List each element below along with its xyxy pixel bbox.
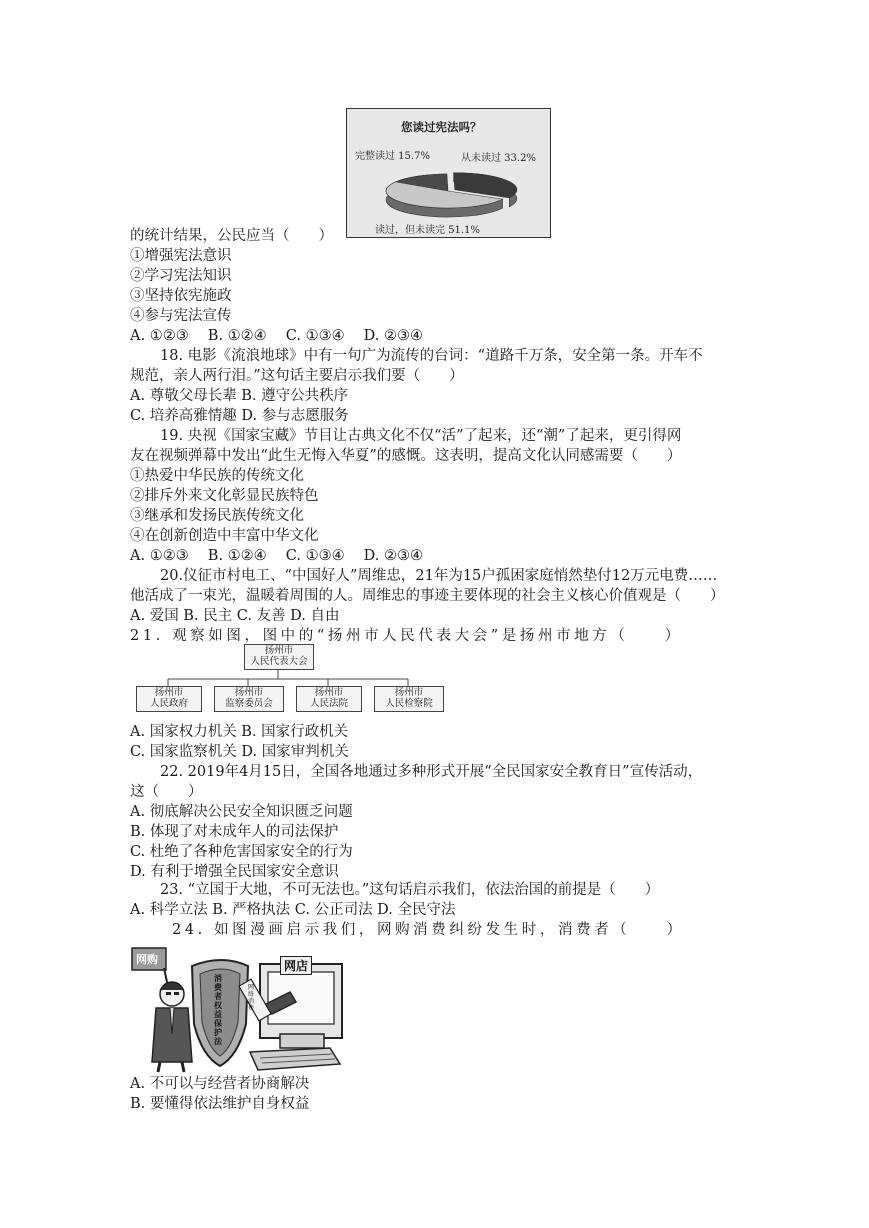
- q17-option-1: ①增强宪法意识: [130, 248, 232, 264]
- q17-answers: A. ①②③ B. ①②④ C. ①③④ D. ②③④: [130, 328, 424, 344]
- org-box-government-line-2: 人民政府: [149, 698, 188, 709]
- cartoon-paper-text: 网络消费: [248, 984, 255, 1012]
- q19-line-2: 友在视频弹幕中发出“此生无悔入华夏”的感慨。这表明，提高文化认同感需要（ ）: [130, 448, 682, 464]
- q19-line-1: 19. 央视《国家宝藏》节目让古典文化不仅“活”了起来，还“潮”了起来，更引得网: [160, 428, 682, 444]
- q20-line-1: 20.仪征市村电工、“中国好人”周维忠，21年为15户孤困家庭悄然垫付12万元电费……: [160, 568, 718, 584]
- q21-answers-ab: A. 国家权力机关 B. 国家行政机关: [130, 724, 349, 740]
- org-box-court: [296, 686, 362, 712]
- q23-line-1: 23. “立国于大地，不可无法也。”这句话启示我们，依法治国的前提是（ ）: [160, 882, 660, 898]
- q24-option-b: B. 要懂得依法维护自身权益: [130, 1096, 310, 1112]
- q22-line-1: 22. 2019年4月15日，全国各地通过多种形式开展“全民国家安全教育日”宣传活动，: [160, 764, 703, 780]
- pie-chart-figure: [346, 108, 551, 238]
- q20-line-2: 他活成了一束光，温暖着周围的人。周维忠的事迹主要体现的社会主义核心价值观是（ ）: [130, 588, 725, 604]
- consumer-rights-cartoon: [130, 944, 346, 1074]
- q22-option-b: B. 体现了对未成年人的司法保护: [130, 824, 339, 840]
- org-box-court-line-1: 扬州市: [314, 687, 344, 698]
- q19-option-2: ②排斥外来文化彰显民族特色: [130, 488, 319, 504]
- q22-option-c: C. 杜绝了各种危害国家安全的行为: [130, 844, 353, 860]
- q24-stem: 24. 如图漫画启示我们，网购消费纠纷发生时，消费者（ ）: [172, 922, 685, 938]
- q22-option-a: A. 彻底解决公民安全知识匮乏问题: [130, 804, 353, 820]
- cartoon-illustration: [130, 944, 346, 1074]
- q20-answers: A. 爱国 B. 民主 C. 友善 D. 自由: [130, 608, 340, 624]
- q18-line-2: 规范，亲人两行泪。”这句话主要启示我们要（ ）: [130, 368, 464, 384]
- pie-chart-title: 您读过宪法吗？: [401, 120, 482, 134]
- q19-answers: A. ①②③ B. ①②④ C. ①③④ D. ②③④: [130, 548, 424, 564]
- org-box-congress: [244, 644, 314, 670]
- q21-answers-cd: C. 国家监察机关 D. 国家审判机关: [130, 744, 349, 760]
- org-box-court-line-2: 人民法院: [309, 698, 348, 709]
- q17-option-4: ④参与宪法宣传: [130, 308, 232, 324]
- q21-stem: 21. 观察如图，图中的“扬州市人民代表大会”是扬州市地方（ ）: [130, 628, 683, 644]
- org-box-congress-line-1: 扬州市: [264, 645, 294, 656]
- org-box-procuratorate: [374, 686, 444, 712]
- q22-option-d: D. 有利于增强全民国家安全意识: [130, 864, 339, 880]
- cartoon-shield-text: 消费者权益保护法: [214, 973, 222, 1046]
- org-box-supervision-line-2: 监察委员会: [225, 698, 273, 709]
- q17-option-2: ②学习宪法知识: [130, 268, 232, 284]
- q19-option-1: ①热爱中华民族的传统文化: [130, 468, 304, 484]
- q18-answers-ab: A. 尊敬父母长辈 B. 遵守公共秩序: [130, 388, 349, 404]
- org-box-congress-line-2: 人民代表大会: [250, 656, 308, 667]
- org-box-supervision-line-1: 扬州市: [234, 687, 264, 698]
- org-box-supervision: [214, 686, 284, 712]
- q18-line-1: 18. 电影《流浪地球》中有一句广为流传的台词：“道路千万条，安全第一条。开车不: [160, 348, 703, 364]
- cartoon-sign-text: 网购: [136, 953, 158, 966]
- org-box-government-line-1: 扬州市: [154, 687, 184, 698]
- q17-option-3: ③坚持依宪施政: [130, 288, 232, 304]
- org-chart-figure: [132, 642, 446, 718]
- q17-stem-end: 的统计结果，公民应当（ ）: [130, 228, 333, 244]
- q22-line-2: 这（ ）: [130, 784, 203, 800]
- q19-option-4: ④在创新创造中丰富中华文化: [130, 528, 319, 544]
- org-box-procuratorate-line-1: 扬州市: [394, 687, 424, 698]
- org-box-government: [136, 686, 202, 712]
- pie-graphic: [347, 109, 550, 237]
- org-box-procuratorate-line-2: 人民检察院: [385, 698, 433, 709]
- q23-answers: A. 科学立法 B. 严格执法 C. 公正司法 D. 全民守法: [130, 902, 456, 918]
- pie-label-full: 完整读过 15.7%: [355, 151, 430, 162]
- q24-option-a: A. 不可以与经营者协商解决: [130, 1076, 310, 1092]
- q18-answers-cd: C. 培养高雅情趣 D. 参与志愿服务: [130, 408, 349, 424]
- q19-option-3: ③继承和发扬民族传统文化: [130, 508, 304, 524]
- pie-label-never: 从未读过 33.2%: [461, 153, 536, 164]
- cartoon-shop-text: 网店: [280, 956, 312, 975]
- pie-label-partial: 读过，但未读完 51.1%: [375, 225, 480, 236]
